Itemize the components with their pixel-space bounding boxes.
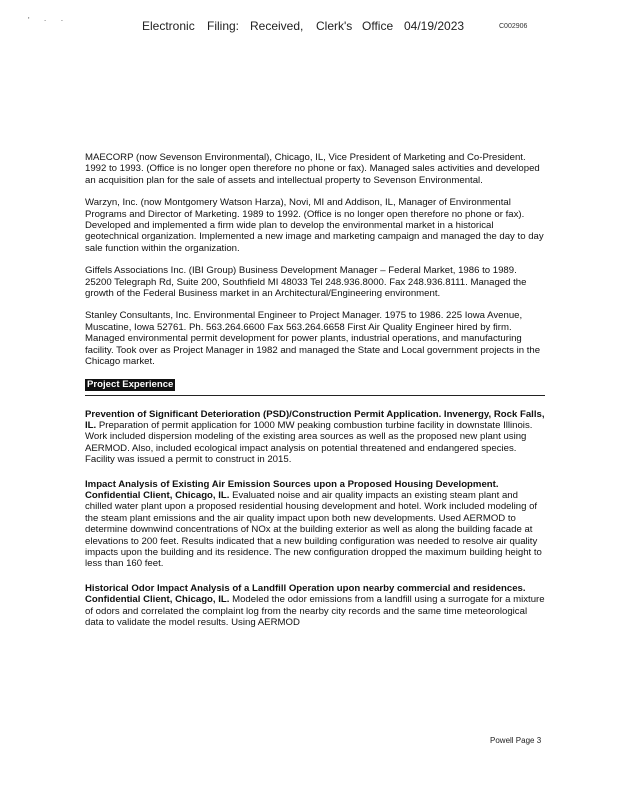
stamp-code: C002906	[499, 23, 528, 30]
project-body: Preparation of permit application for 1000 MW peaking combustion turbine facility in downstate Illinois. Work included dispersion modeling of the existing area sources as well as the proposed new plant using AERMOD. Also, included ecological impact analysis on potential threatened and endangered species. Facility was issued a permit to construct in 2015.	[85, 419, 533, 466]
project-title: Impact Analysis of Existing Air Emission Sources upon a Proposed Housing Development. Confidential Client, Chicago, IL.	[85, 478, 499, 501]
stamp-word: Electronic	[142, 19, 195, 33]
stamp-word: Filing:	[207, 19, 240, 33]
project-body: Evaluated noise and air quality impacts an existing steam plant and chilled water plant upon a proposed residential housing development and hotel. Work included modeling of the steam plant emissions and the air quality impact upon both new developments. Used AERMOD to determine downwind concentrations of NOx at the building exterior as well as along the building facade at elevations to 200 feet. Results indicated that a new building configuration was needed to resolve air quality impacts upon the building and its residence. The new configuration dropped the maximum building height to less than 160 feet.	[85, 489, 542, 570]
employment-paragraph: Stanley Consultants, Inc. Environmental Engineer to Project Manager. 1975 to 1986. 225 Iowa Avenue, Muscatine, Iowa 52761. Ph. 563.264.6600 Fax 563.264.6658 First Air Quality Engineer hired by firm. Managed environmental permit development for power plants, industrial operations, and manufacturing facility. Took over as Project Manager in 1982 and managed the State and Local government projects in the Chicago market.	[85, 310, 541, 368]
project-title: Prevention of Significant Deterioration (PSD)/Construction Permit Application. Invenergy, Rock Falls, IL.	[85, 408, 545, 431]
stamp-date: 04/19/2023	[404, 19, 465, 33]
section-heading	[85, 379, 545, 396]
project-body: Modeled the odor emissions from a landfill using a surrogate for a mixture of odors and correlated the complaint log from the nearby city records and the same time meteorological data to validate the model results. Using AERMOD	[85, 594, 545, 628]
project-entry	[85, 409, 545, 466]
stamp-word: Clerk's	[316, 19, 353, 33]
project-entry	[85, 479, 545, 570]
page-footer: Powell Page 3	[490, 736, 542, 745]
employment-paragraph: Warzyn, Inc. (now Montgomery Watson Harza), Novi, MI and Addison, IL, Manager of Environmental Programs and Director of Marketing. 1989 to 1992. (Office is no longer open therefore no phone or fax). Developed and implemented a firm wide plan to develop the environmental market in a historical geotechnical organization. Implemented a new image and marketing campaign and managed the day to day sale function within the organization.	[85, 197, 544, 254]
document-body	[85, 152, 545, 628]
employment-paragraph: MAECORP (now Sevenson Environmental), Chicago, IL, Vice President of Marketing and Co-President. 1992 to 1993. (Office is no longer open therefore no phone or fax). Managed sales activities and developed an acquisition plan for the sale of assets and intellectual property to Sevenson Environmental.	[85, 152, 540, 186]
project-title: Historical Odor Impact Analysis of a Landfill Operation upon nearby commercial and residences. Confidential Client, Chicago, IL.	[85, 582, 526, 606]
project-entry	[85, 583, 545, 629]
stamp-word: Received,	[250, 19, 304, 33]
stamp-word: Office	[362, 19, 394, 33]
scan-specks: ' · ·	[28, 16, 70, 25]
section-heading-label: Project Experience	[87, 378, 174, 390]
employment-paragraph: Giffels Associations Inc. (IBI Group) Business Development Manager – Federal Market, 1986 to 1989. 25200 Telegraph Rd, Suite 200, Southfield MI 48033 Tel 248.936.8000. Fax 248.936.8111. Managed the growth of the Federal Business market in an Architectural/Engineering environment.	[85, 265, 527, 300]
